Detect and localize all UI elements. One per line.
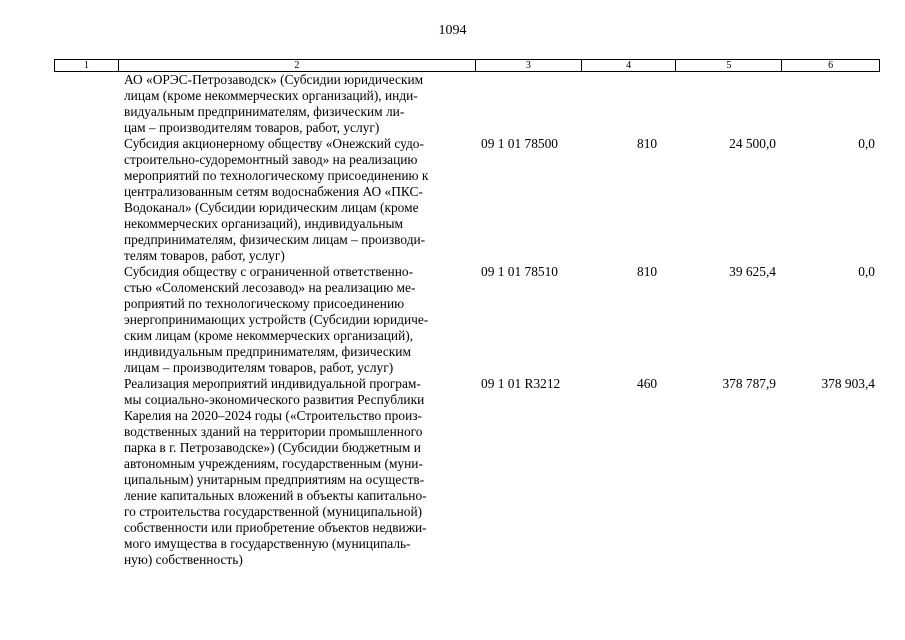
item-name-line: ципальным) унитарным предприятиям на осуществ- xyxy=(124,472,425,487)
item-name-line: индивидуальным предпринимателям, физическим xyxy=(124,344,411,359)
item-name-line: мероприятий по технологическому присоединению к xyxy=(124,168,429,183)
amount-year2-cell: 0,0 xyxy=(858,136,875,151)
item-name-line: роприятий по технологическому присоединению xyxy=(124,296,405,311)
item-name-line: ление капитальных вложений в объекты капитально- xyxy=(124,488,427,503)
item-name-line: парка в г. Петрозаводске») (Субсидии бюджетным и xyxy=(124,440,421,455)
item-name-line: Карелия на 2020–2024 годы («Строительство произ- xyxy=(124,408,422,423)
expense-type-cell: 810 xyxy=(637,264,658,279)
item-name-line: энергопринимающих устройств (Субсидии юридиче- xyxy=(124,312,429,327)
item-name-line: некоммерческих организаций), индивидуальным xyxy=(124,216,403,231)
item-name-cell xyxy=(118,72,476,136)
column-header-5: 5 xyxy=(676,60,782,71)
budget-table-body xyxy=(54,72,880,568)
column-header-2: 2 xyxy=(119,60,476,71)
item-name-line: лицам – производителям товаров, работ, услуг) xyxy=(124,360,394,375)
amount-year1-cell: 24 500,0 xyxy=(729,136,776,151)
amount-year2-cell: 378 903,4 xyxy=(821,376,875,391)
item-name-line: централизованным сетям водоснабжения АО «ПКС- xyxy=(124,184,423,199)
item-name-line: строительно-судоремонтный завод» на реализацию xyxy=(124,152,418,167)
item-name-line: лицам (кроме некоммерческих организаций), инди- xyxy=(124,88,418,103)
item-name-line: ским лицам (кроме некоммерческих организаций), xyxy=(124,328,414,343)
item-name-line: цам – производителям товаров, работ, услуг) xyxy=(124,120,380,135)
table-column-header xyxy=(54,59,880,72)
column-header-1: 1 xyxy=(55,60,119,71)
column-header-3: 3 xyxy=(476,60,582,71)
amount-year1-cell: 378 787,9 xyxy=(722,376,776,391)
item-name-line: стью «Соломенский лесозавод» на реализацию ме- xyxy=(124,280,416,295)
item-name-cell xyxy=(118,376,476,568)
item-name-line: Субсидия акционерному обществу «Онежский судо- xyxy=(124,136,424,151)
budget-code-cell: 09 1 01 R3212 xyxy=(481,376,561,391)
budget-code-cell: 09 1 01 78510 xyxy=(481,264,558,279)
item-name-line: мы социально-экономического развития Республики xyxy=(124,392,425,407)
expense-type-cell: 460 xyxy=(637,376,658,391)
item-name-line: АО «ОРЭС-Петрозаводск» (Субсидии юридическим xyxy=(124,72,424,87)
table-row xyxy=(54,264,880,376)
item-name-line: Реализация мероприятий индивидуальной програм- xyxy=(124,376,421,391)
item-name-cell xyxy=(118,264,476,376)
page-number: 1094 xyxy=(438,23,467,38)
item-name-line: мого имущества в государственную (муниципаль- xyxy=(124,536,411,551)
column-header-4: 4 xyxy=(582,60,677,71)
item-name-line: Субсидия обществу с ограниченной ответственно- xyxy=(124,264,414,279)
item-name-line: автономным учреждениям, государственным (муни- xyxy=(124,456,423,471)
table-row xyxy=(54,72,880,136)
item-name-line: Водоканал» (Субсидии юридическим лицам (кроме xyxy=(124,200,419,215)
amount-year1-cell: 39 625,4 xyxy=(729,264,776,279)
table-row xyxy=(54,136,880,264)
amount-year2-cell: 0,0 xyxy=(858,264,875,279)
item-name-line: собственности или приобретение объектов недвижи- xyxy=(124,520,427,535)
column-header-6: 6 xyxy=(828,60,834,71)
table-row xyxy=(54,376,880,568)
item-name-line: телям товаров, работ, услуг) xyxy=(124,248,285,263)
budget-code-cell: 09 1 01 78500 xyxy=(481,136,558,151)
expense-type-cell: 810 xyxy=(637,136,658,151)
item-name-line: видуальным предпринимателям, физическим ли- xyxy=(124,104,405,119)
item-name-line: го строительства государственной (муниципальной) xyxy=(124,504,423,519)
item-name-line: водственных зданий на территории промышленного xyxy=(124,424,423,439)
item-name-cell xyxy=(118,136,476,264)
item-name-line: ную) собственность) xyxy=(124,552,243,567)
item-name-line: предпринимателям, физическим лицам – производи- xyxy=(124,232,426,247)
